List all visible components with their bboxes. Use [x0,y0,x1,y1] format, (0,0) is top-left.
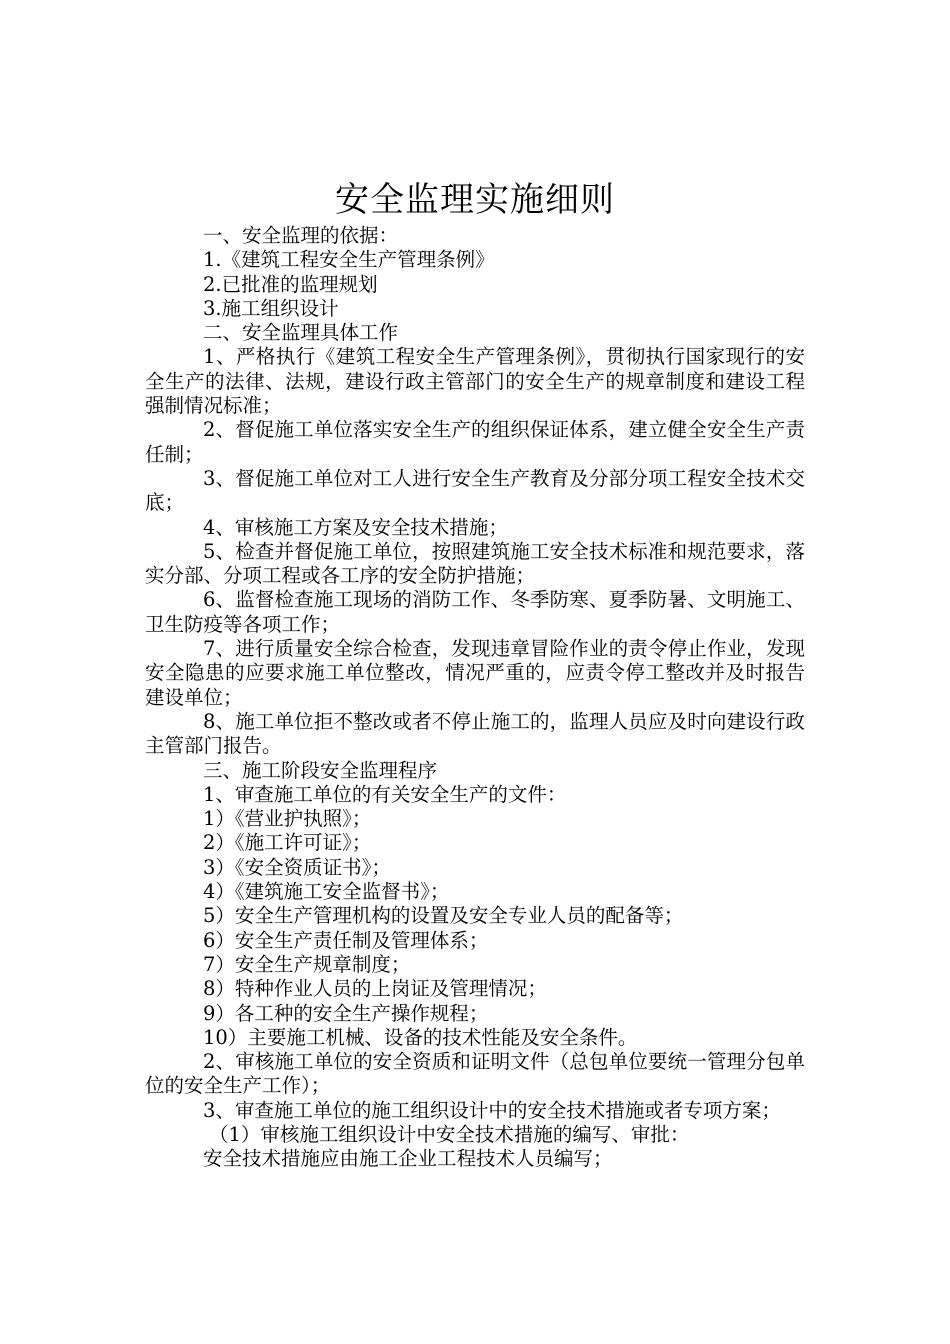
work-item: 1、严格执行《建筑工程安全生产管理条例》，贯彻执行国家现行的安全生产的法律、法规，建设行政主管部门的安全生产的规章制度和建设工程强制情况标准； [145,345,805,418]
work-item: 5、检查并督促施工单位，按照建筑施工安全技术标准和规范要求，落实分部、分项工程或各工序的安全防护措施； [145,539,805,588]
document-title: 安全监理实施细则 [335,180,615,220]
section-heading-procedure: 三、施工阶段安全监理程序 [203,758,438,782]
document-list-item: 6）安全生产责任制及管理体系； [203,928,489,952]
procedure-item: 1、审查施工单位的有关安全生产的文件： [203,782,567,806]
basis-item: 3.施工组织设计 [203,296,339,320]
procedure-item: 3、审查施工单位的施工组织设计中的安全技术措施或者专项方案； [203,1098,781,1122]
work-item: 3、督促施工单位对工人进行安全生产教育及分部分项工程安全技术交底； [145,466,805,515]
work-item: 2、督促施工单位落实安全生产的组织保证体系，建立健全安全生产责任制； [145,418,805,466]
document-list-item: 5）安全生产管理机构的设置及安全专业人员的配备等； [203,904,684,928]
document-list-item: 4）《建筑施工安全监督书》； [203,880,450,904]
document-list-item: 3）《安全资质证书》； [203,855,391,879]
section-heading-work: 二、安全监理具体工作 [203,321,399,345]
work-item: 7、进行质量安全综合检查，发现违章冒险作业的责令停止作业，发现安全隐患的应要求施工单位整改，情况严重的，应责令停工整改并及时报告建设单位； [145,637,805,709]
work-item: 8、施工单位拒不整改或者不停止施工的，监理人员应及时向建设行政主管部门报告。 [145,709,805,758]
document-list-item: 10）主要施工机械、设备的技术性能及安全条件。 [203,1025,638,1049]
document-list-item: 7）安全生产规章制度； [203,952,411,976]
work-item: 6、监督检查施工现场的消防工作、冬季防寒、夏季防暑、文明施工、卫生防疫等各项工作； [145,588,805,636]
work-item: 4、审核施工方案及安全技术措施； [203,515,508,539]
basis-item: 2.已批准的监理规划 [203,272,378,296]
section-heading-basis: 一、安全监理的依据： [203,224,399,247]
document-list-item: 2）《施工许可证》； [203,831,372,855]
document-list-item: 9）各工种的安全生产操作规程； [203,1001,489,1025]
document-list-item: 8）特种作业人员的上岗证及管理情况； [203,977,547,1001]
document-list-item: 1）《营业护执照》； [203,807,372,831]
basis-item: 1.《建筑工程安全生产管理条例》 [203,248,495,272]
procedure-subitem: （1）审核施工组织设计中安全技术措施的编写、审批： [209,1122,690,1146]
procedure-note: 安全技术措施应由施工企业工程技术人员编写； [203,1147,613,1171]
document-body [145,224,805,1172]
procedure-item: 2、审核施工单位的安全资质和证明文件（总包单位要统一管理分包单位的安全生产工作）； [145,1050,805,1098]
